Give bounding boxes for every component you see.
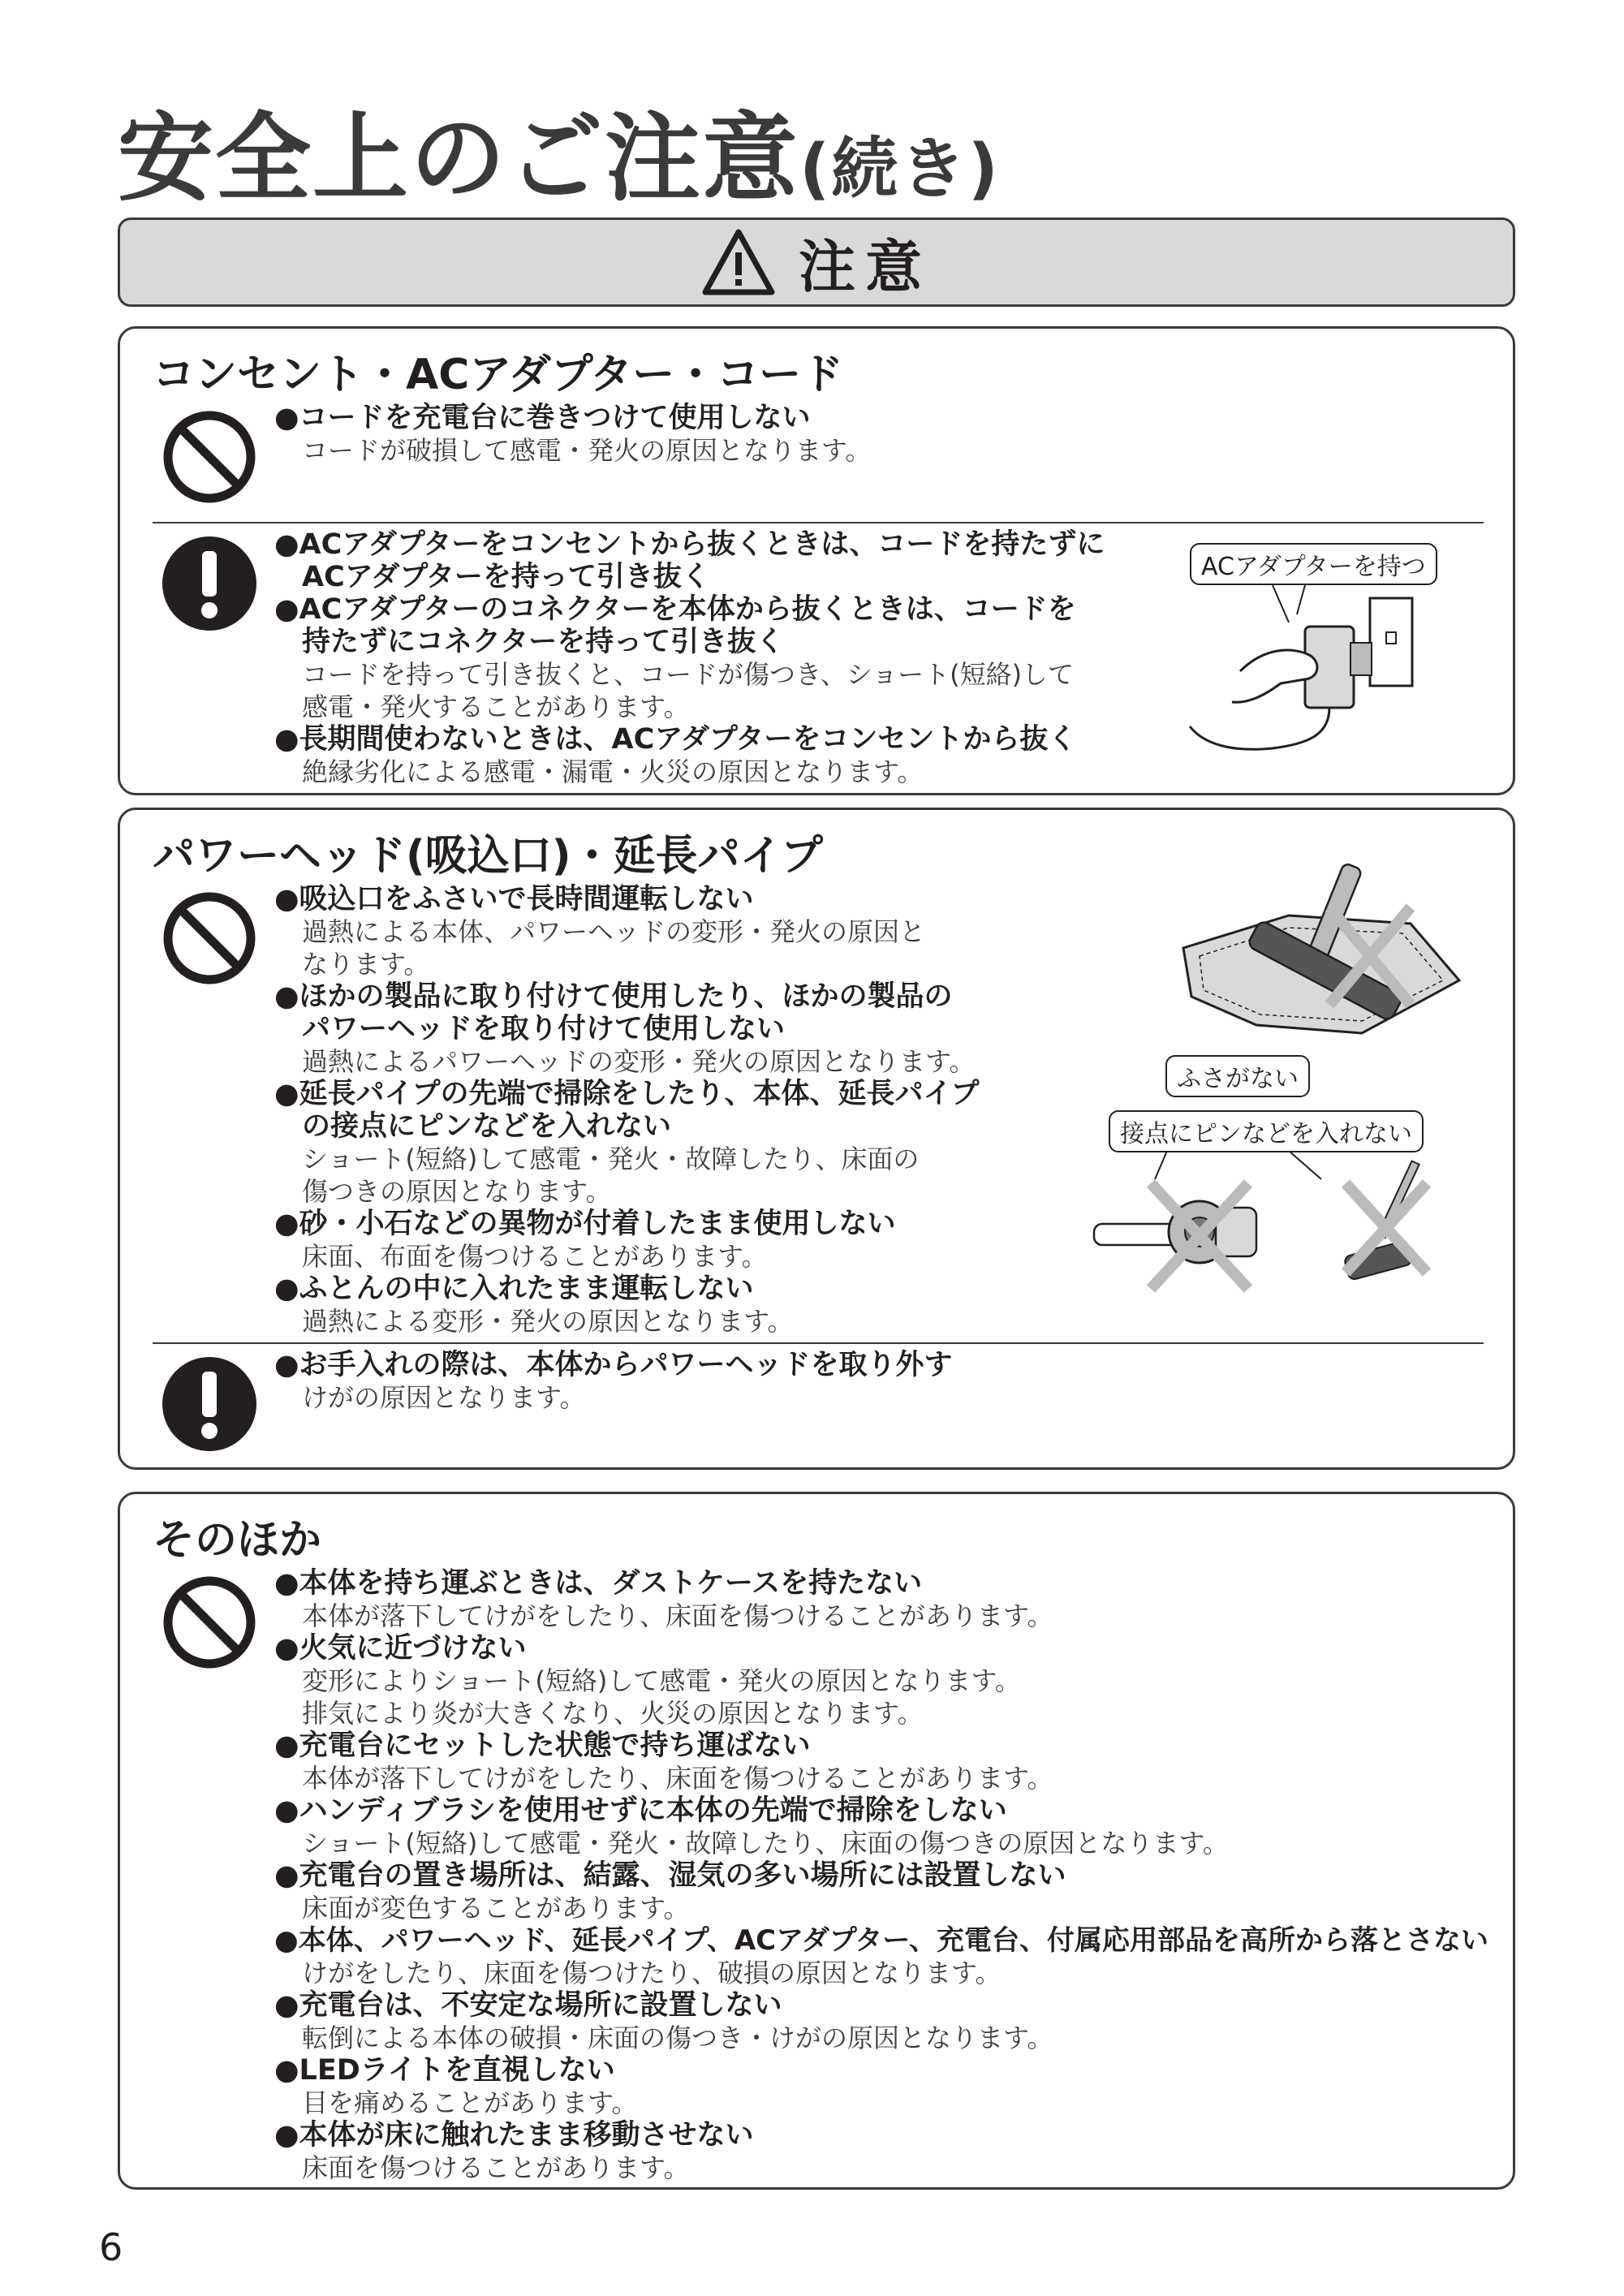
warning-heading: ●長期間使わないときは、ACアダプターをコンセントから抜く bbox=[274, 723, 1077, 756]
warning-heading: の接点にピンなどを入れない bbox=[302, 1110, 672, 1143]
caution-label: 注意 bbox=[799, 233, 932, 300]
warning-detail: 本体が落下してけがをしたり、床面を傷つけることがあります。 bbox=[302, 1763, 1053, 1794]
warning-detail: けがをしたり、床面を傷つけたり、破損の原因となります。 bbox=[302, 1958, 1002, 1988]
warning-detail: 目を痛めることがあります。 bbox=[302, 2087, 638, 2118]
section-powerhead-pipe bbox=[118, 808, 1515, 1470]
mandatory-icon bbox=[161, 535, 258, 632]
section-heading: そのほか bbox=[153, 1516, 322, 1565]
prohibited-icon bbox=[161, 890, 258, 987]
warning-heading: ●吸込口をふさいで長時間運転しない bbox=[274, 883, 754, 915]
warning-detail: 床面、布面を傷つけることがあります。 bbox=[302, 1241, 768, 1272]
warning-detail: 過熱による本体、パワーヘッドの変形・発火の原因と bbox=[302, 916, 926, 947]
callout-do-not-block: ふさがない bbox=[1165, 1055, 1310, 1097]
warning-heading: ●ふとんの中に入れたまま運転しない bbox=[274, 1273, 754, 1305]
warning-heading: ●ハンディブラシを使用せずに本体の先端で掃除をしない bbox=[274, 1794, 1007, 1827]
item-list bbox=[274, 1567, 1488, 2184]
warning-heading: ●充電台の置き場所は、結露、湿気の多い場所には設置しない bbox=[274, 1859, 1066, 1892]
callout-hold-adapter: ACアダプターを持つ bbox=[1190, 543, 1437, 585]
warning-detail: コードを持って引き抜くと、コードが傷つき、ショート(短絡)して bbox=[302, 659, 1075, 690]
warning-detail: 転倒による本体の破損・床面の傷つき・けがの原因となります。 bbox=[302, 2022, 1053, 2053]
warning-heading: ●充電台は、不安定な場所に設置しない bbox=[274, 1989, 782, 2022]
warning-triangle-icon bbox=[701, 228, 776, 296]
section-outlet-adapter-cord bbox=[118, 326, 1515, 795]
adapter-unplug-illustration bbox=[1183, 582, 1443, 769]
warning-heading: 持たずにコネクターを持って引き抜く bbox=[302, 626, 785, 658]
warning-heading: ●本体を持ち運ぶときは、ダストケースを持たない bbox=[274, 1567, 923, 1600]
warning-detail: 傷つきの原因となります。 bbox=[302, 1176, 612, 1207]
warning-heading: ●コードを充電台に巻きつけて使用しない bbox=[274, 402, 811, 434]
item-list bbox=[274, 528, 1105, 788]
warning-heading: ●ACアダプターをコンセントから抜くときは、コードを持たずに bbox=[274, 528, 1105, 561]
page-number: 6 bbox=[99, 2225, 123, 2269]
warning-heading: パワーヘッドを取り付けて使用しない bbox=[302, 1013, 786, 1045]
item-list bbox=[274, 402, 871, 467]
prohibited-icon bbox=[161, 408, 258, 506]
item-list bbox=[274, 1349, 953, 1414]
warning-heading: ●LEDライトを直視しない bbox=[274, 2054, 615, 2087]
warning-detail: 絶縁劣化による感電・漏電・火災の原因となります。 bbox=[302, 756, 924, 787]
section-heading: コンセント・ACアダプター・コード bbox=[153, 351, 844, 399]
warning-detail: 変形によりショート(短絡)して感電・発火の原因となります。 bbox=[302, 1665, 1021, 1696]
warning-detail: コードが破損して感電・発火の原因となります。 bbox=[302, 435, 872, 466]
warning-detail: けがの原因となります。 bbox=[302, 1382, 586, 1413]
divider bbox=[153, 1342, 1484, 1344]
warning-heading: ●火気に近づけない bbox=[274, 1632, 527, 1665]
warning-heading: ●お手入れの際は、本体からパワーヘッドを取り外す bbox=[274, 1349, 953, 1381]
warning-heading: ●ACアダプターのコネクターを本体から抜くときは、コードを bbox=[274, 593, 1076, 626]
contact-pin-illustration bbox=[1078, 1151, 1484, 1313]
warning-detail: 過熱によるパワーヘッドの変形・発火の原因となります。 bbox=[302, 1046, 976, 1077]
warning-detail: なります。 bbox=[302, 949, 430, 980]
mandatory-icon bbox=[161, 1355, 258, 1453]
section-other bbox=[118, 1492, 1515, 2190]
page-title: 安全上のご注意(続き) bbox=[118, 102, 1000, 214]
warning-detail: 床面を傷つけることがあります。 bbox=[302, 2152, 690, 2183]
warning-heading: ●砂・小石などの異物が付着したまま使用しない bbox=[274, 1208, 896, 1240]
warning-detail: 床面が変色することがあります。 bbox=[302, 1893, 690, 1923]
warning-detail: 過熱による変形・発火の原因となります。 bbox=[302, 1306, 794, 1337]
caution-banner bbox=[118, 218, 1515, 307]
blocked-nozzle-illustration bbox=[1167, 859, 1475, 1062]
warning-heading: ●本体、パワーヘッド、延長パイプ、ACアダプター、充電台、付属応用部品を高所から落とさない bbox=[274, 1924, 1489, 1957]
warning-detail: 感電・発火することがあります。 bbox=[302, 691, 690, 722]
callout-no-pins: 接点にピンなどを入れない bbox=[1109, 1110, 1424, 1152]
warning-heading: ●本体が床に触れたまま移動させない bbox=[274, 2119, 754, 2152]
warning-detail: ショート(短絡)して感電・発火・故障したり、床面の bbox=[302, 1144, 920, 1174]
warning-detail: ショート(短絡)して感電・発火・故障したり、床面の傷つきの原因となります。 bbox=[302, 1828, 1229, 1859]
warning-heading: ●ほかの製品に取り付けて使用したり、ほかの製品の bbox=[274, 980, 953, 1013]
section-heading: パワーヘッド(吸込口)・延長パイプ bbox=[153, 832, 823, 881]
warning-heading: ●充電台にセットした状態で持ち運ばない bbox=[274, 1730, 811, 1762]
warning-heading: ●延長パイプの先端で掃除をしたり、本体、延長パイプ bbox=[274, 1078, 980, 1110]
warning-heading: ACアダプターを持って引き抜く bbox=[302, 561, 710, 593]
item-list bbox=[274, 883, 979, 1338]
warning-detail: 排気により炎が大きくなり、火災の原因となります。 bbox=[302, 1698, 924, 1729]
divider bbox=[153, 522, 1484, 523]
prohibited-icon bbox=[161, 1574, 258, 1671]
warning-detail: 本体が落下してけがをしたり、床面を傷つけることがあります。 bbox=[302, 1600, 1053, 1631]
